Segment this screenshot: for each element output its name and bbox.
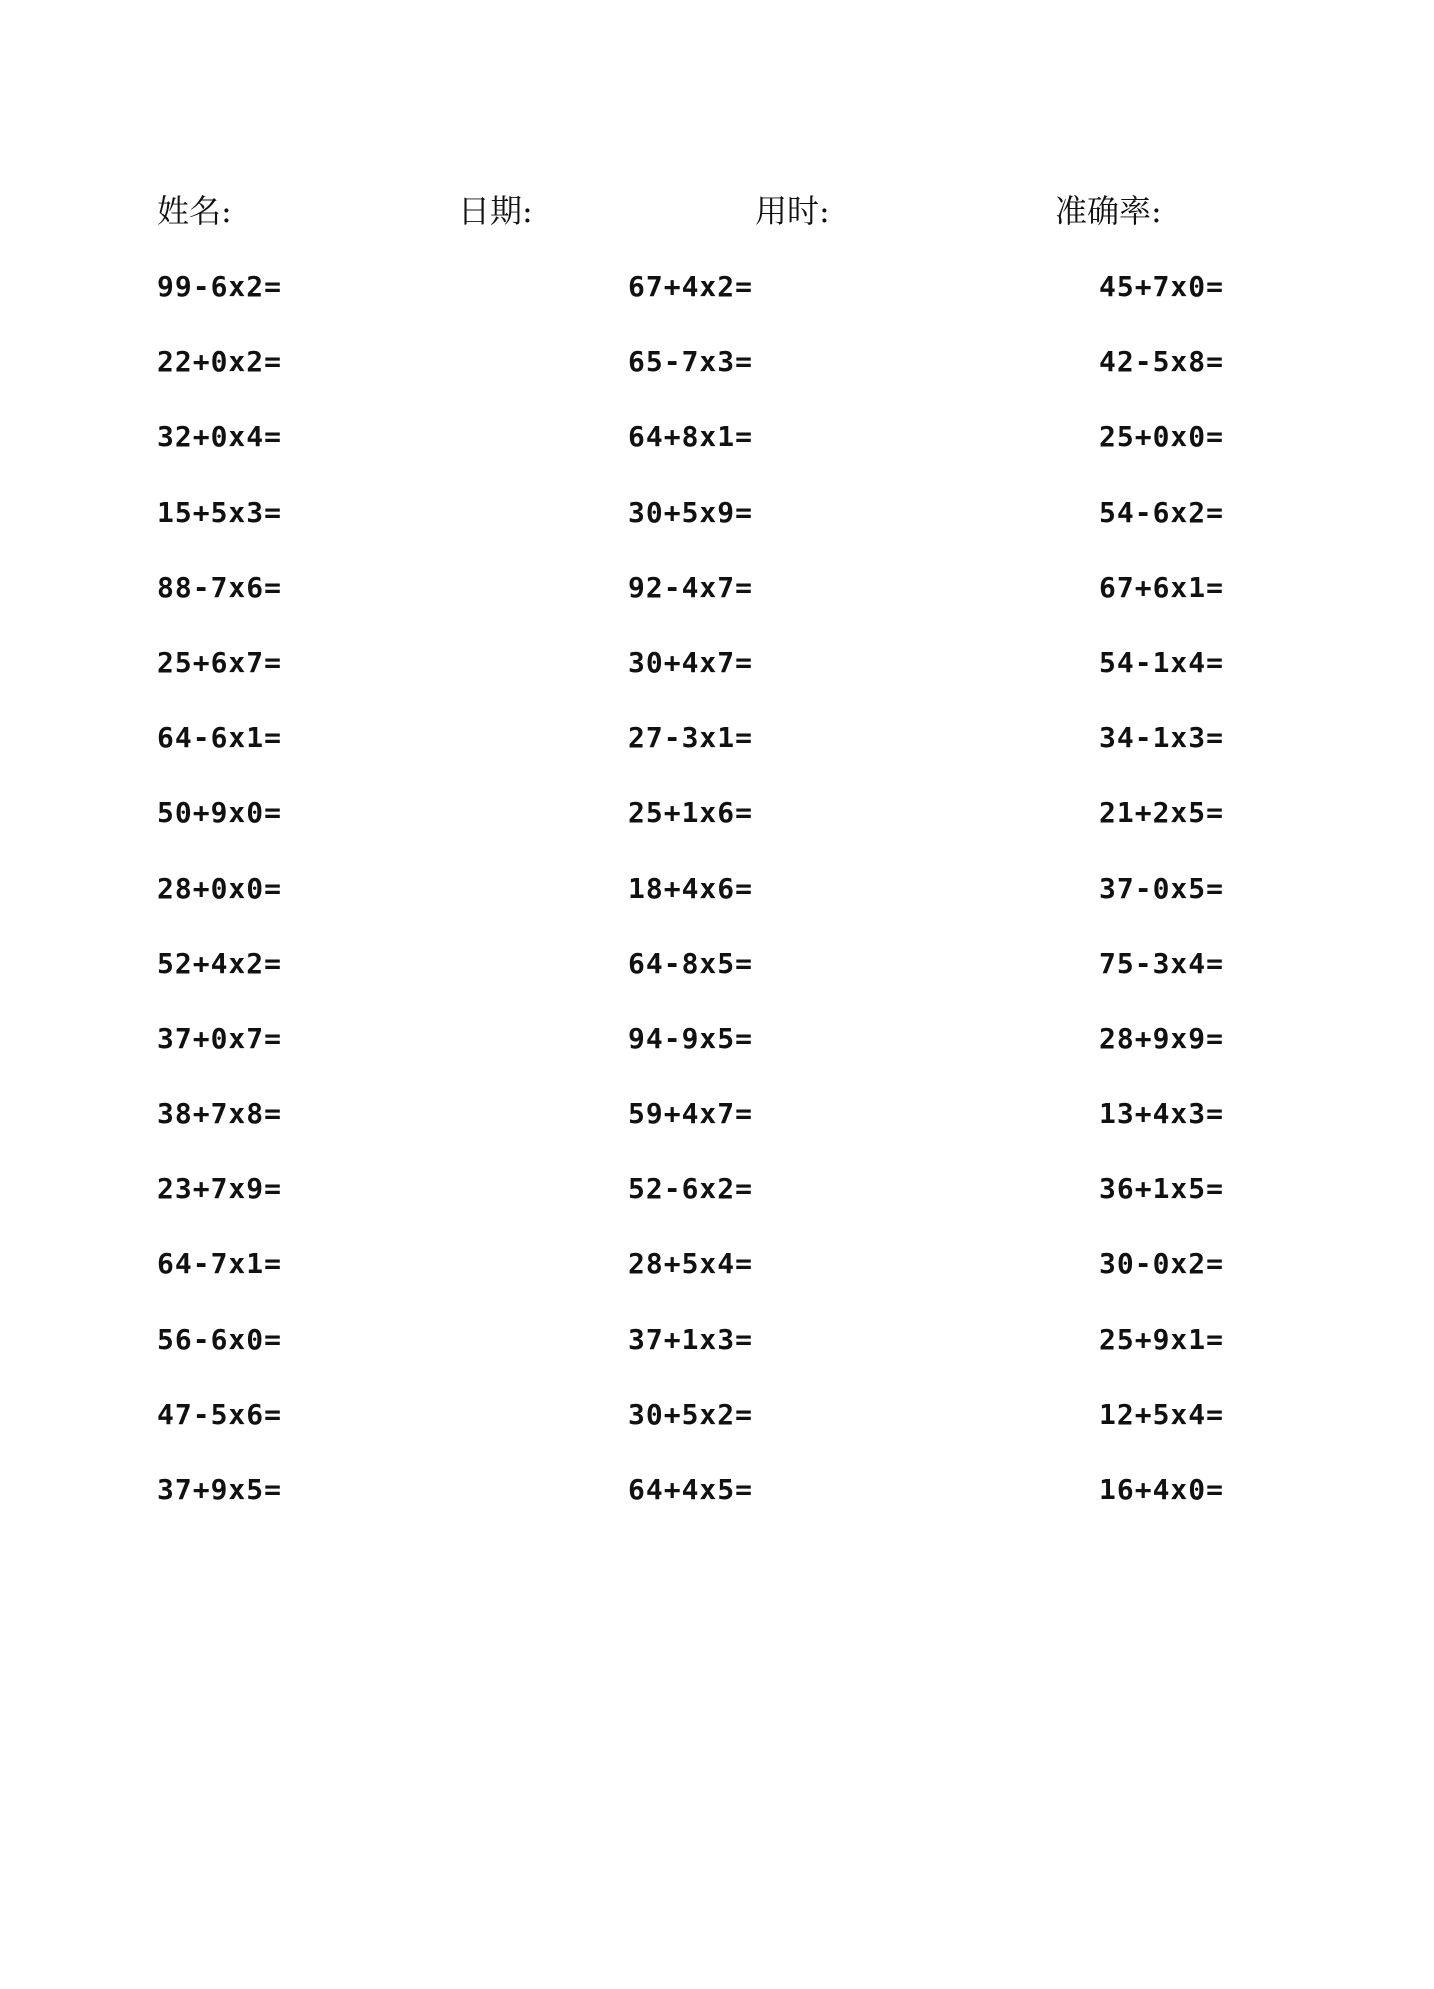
math-problem: 30+4x7= [628,645,754,679]
math-problem: 32+0x4= [157,420,283,454]
math-problem: 50+9x0= [157,796,283,830]
math-problem: 23+7x9= [157,1172,283,1206]
math-problem: 38+7x8= [157,1097,283,1131]
math-problem: 28+9x9= [1099,1021,1225,1055]
accuracy-label: 准确率: [1055,192,1162,230]
math-problem: 30-0x2= [1099,1247,1225,1281]
name-label: 姓名: [157,192,232,230]
math-problem: 27-3x1= [628,721,754,755]
worksheet-header [0,186,1434,236]
math-problem: 25+0x0= [1099,420,1225,454]
math-problem: 88-7x6= [157,570,283,604]
math-problem: 37+0x7= [157,1021,283,1055]
math-problem: 64+8x1= [628,420,754,454]
math-problem: 67+4x2= [628,270,754,303]
math-problem: 45+7x0= [1099,270,1225,303]
math-problem: 16+4x0= [1099,1473,1225,1506]
math-problem: 56-6x0= [157,1322,283,1356]
math-problem: 25+6x7= [157,645,283,679]
math-problem: 99-6x2= [157,270,283,303]
math-problem: 21+2x5= [1099,796,1225,830]
math-problem: 25+1x6= [628,796,754,830]
math-problem: 59+4x7= [628,1097,754,1131]
math-problem: 92-4x7= [628,570,754,604]
math-problem: 30+5x2= [628,1397,754,1431]
math-problem: 37+1x3= [628,1322,754,1356]
problem-column-2 [628,265,988,1543]
math-problem: 54-6x2= [1099,495,1225,529]
math-problem: 37+9x5= [157,1473,283,1506]
math-problem: 54-1x4= [1099,645,1225,679]
math-problem: 34-1x3= [1099,721,1225,755]
math-problem: 37-0x5= [1099,871,1225,905]
math-problem: 28+5x4= [628,1247,754,1281]
time-label: 用时: [755,192,830,230]
math-problem: 64-8x5= [628,946,754,980]
problem-column-1 [157,265,517,1543]
math-problem: 52-6x2= [628,1172,754,1206]
math-problem: 22+0x2= [157,345,283,379]
math-problem: 94-9x5= [628,1021,754,1055]
math-problem: 47-5x6= [157,1397,283,1431]
math-problem: 64-7x1= [157,1247,283,1281]
math-problem: 42-5x8= [1099,345,1225,379]
math-problem: 65-7x3= [628,345,754,379]
math-problem: 75-3x4= [1099,946,1225,980]
date-label: 日期: [458,192,533,230]
math-problem: 12+5x4= [1099,1397,1225,1431]
math-problem: 64+4x5= [628,1473,754,1506]
math-problem: 25+9x1= [1099,1322,1225,1356]
math-problem: 18+4x6= [628,871,754,905]
math-problem: 13+4x3= [1099,1097,1225,1131]
math-problem: 15+5x3= [157,495,283,529]
math-problem: 67+6x1= [1099,570,1225,604]
math-problem: 30+5x9= [628,495,754,529]
math-problem: 64-6x1= [157,721,283,755]
problem-column-3 [1099,265,1434,1543]
math-problem: 36+1x5= [1099,1172,1225,1206]
math-problem: 28+0x0= [157,871,283,905]
math-problem: 52+4x2= [157,946,283,980]
